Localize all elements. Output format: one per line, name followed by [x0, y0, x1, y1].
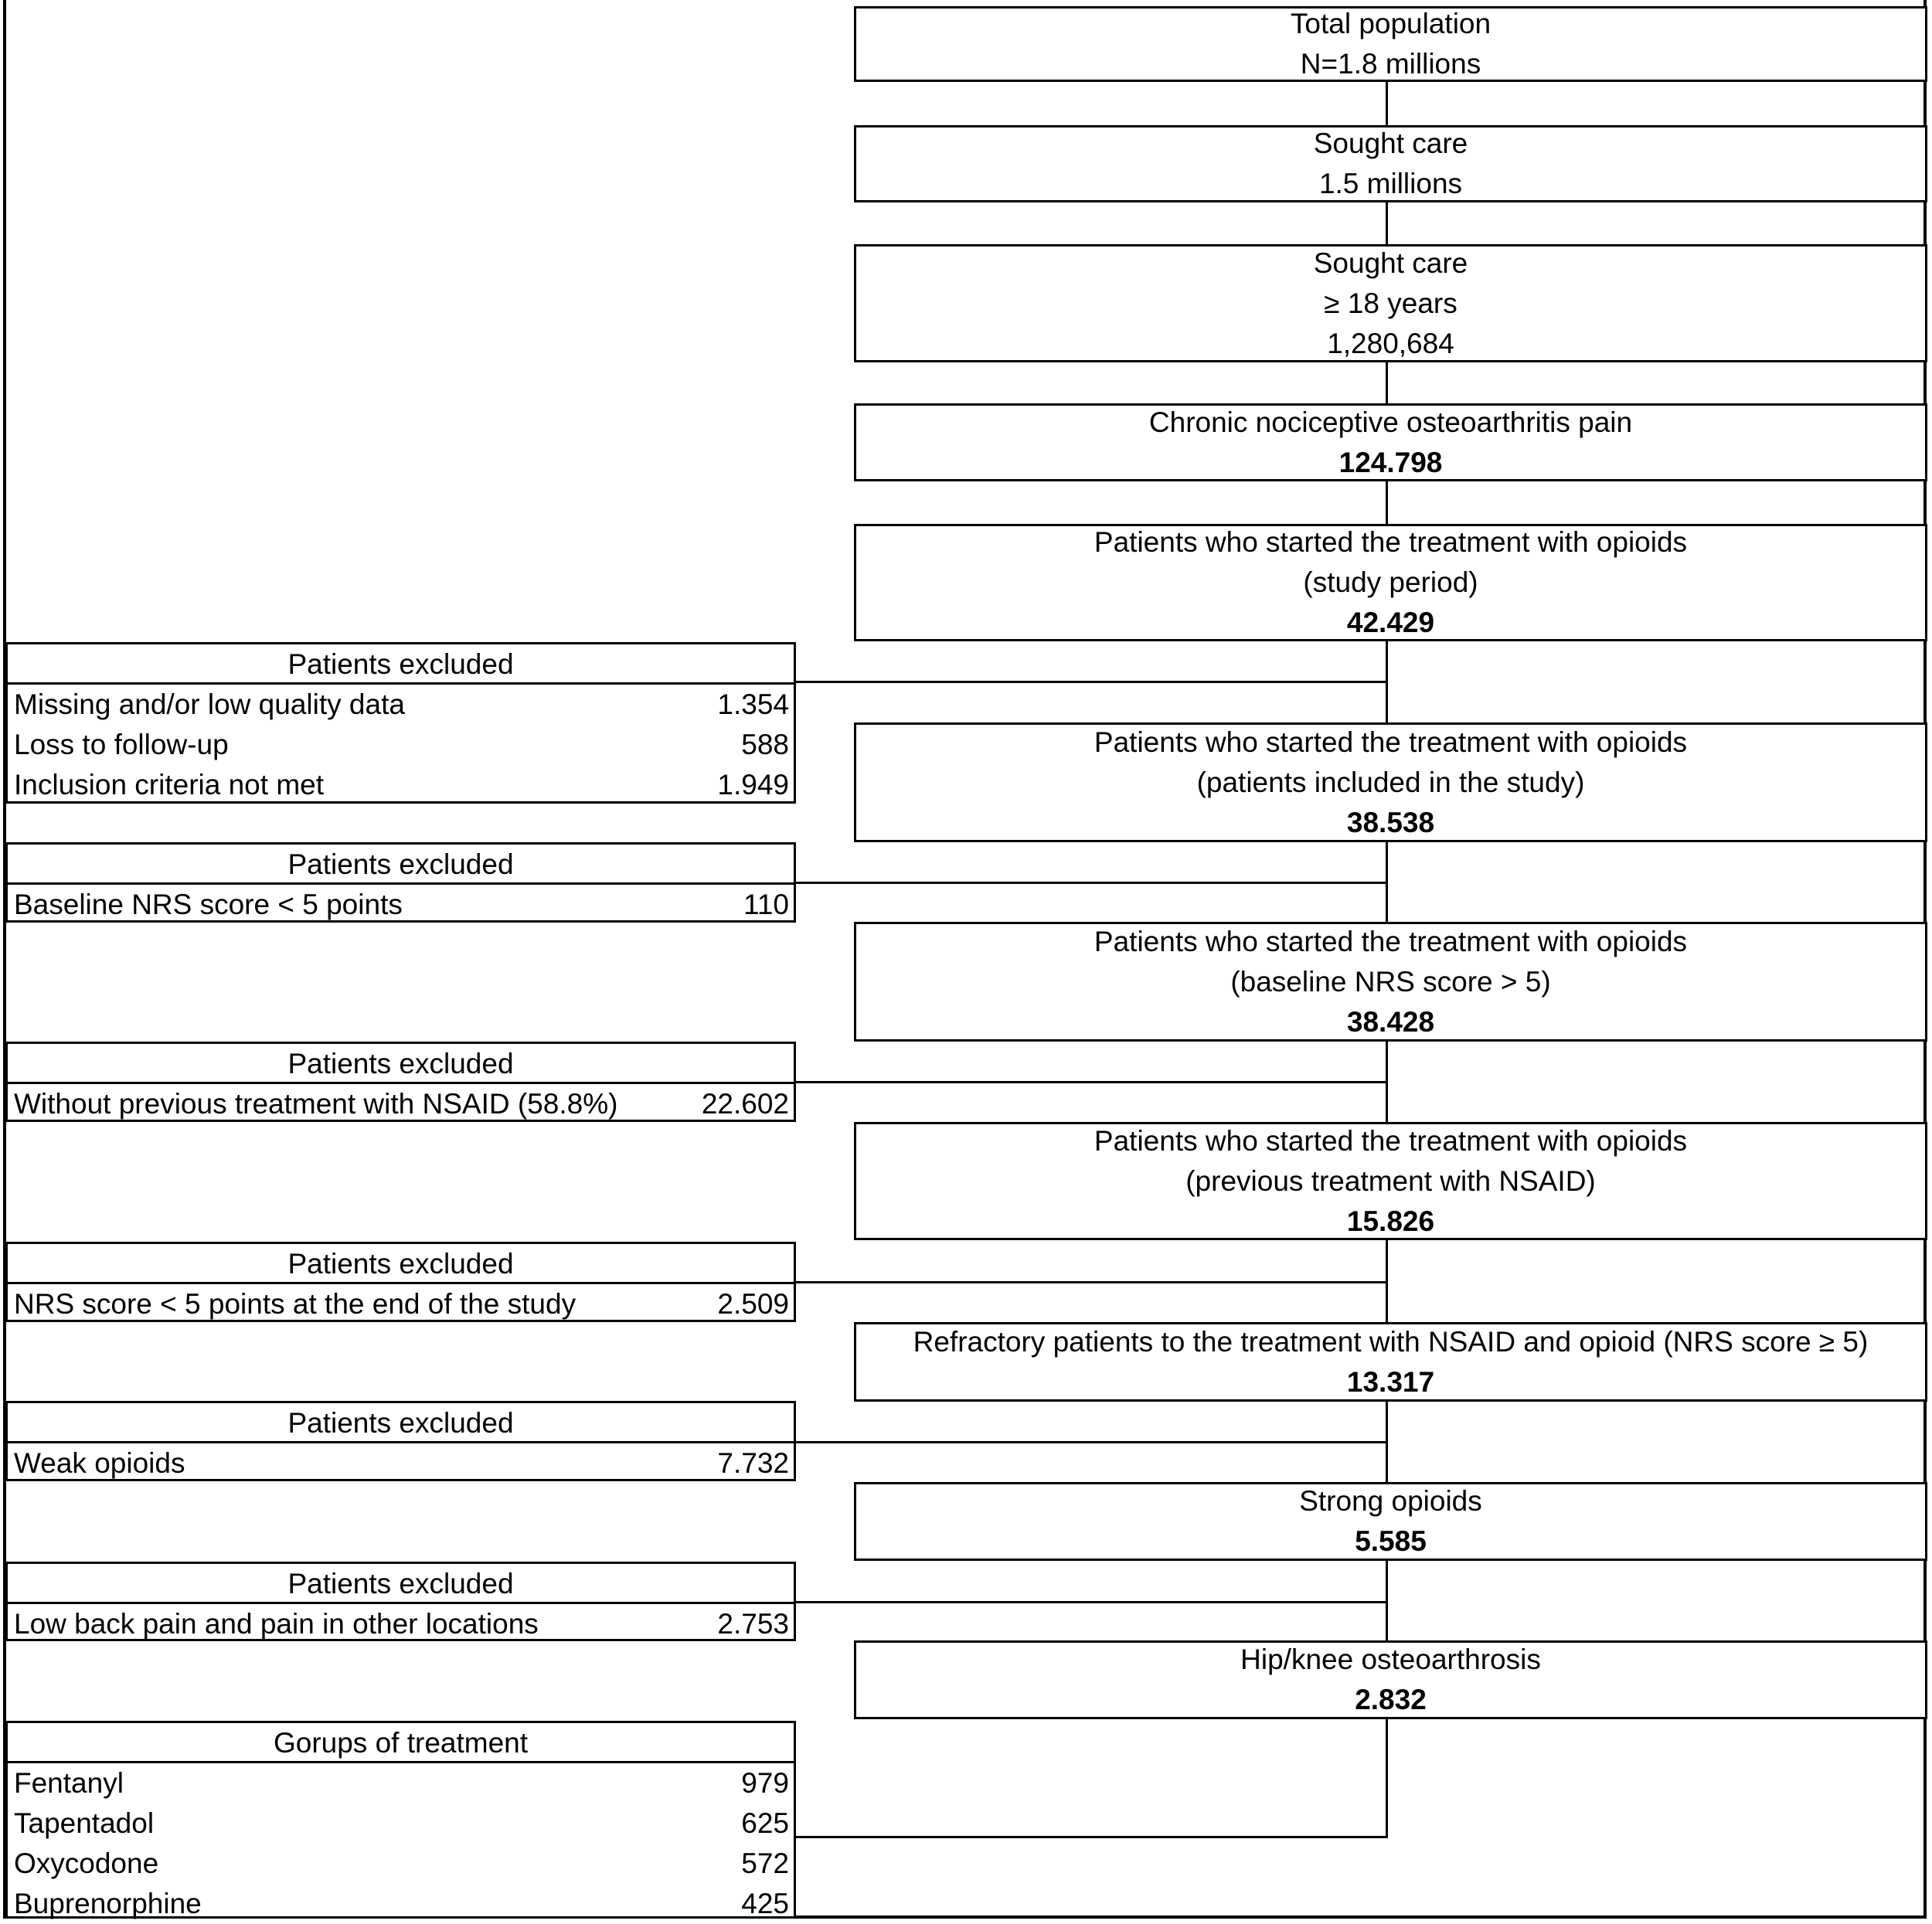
exclusion-box-row	[8, 765, 794, 805]
flow-box	[854, 524, 1927, 641]
flow-box	[854, 722, 1927, 842]
row-label: NRS score < 5 points at the end of the study	[14, 1288, 577, 1320]
exclusion-box	[5, 1042, 796, 1122]
exclusion-box	[5, 642, 796, 804]
row-label: Low back pain and pain in other locations	[14, 1608, 539, 1640]
row-label: Oxycodone	[14, 1848, 159, 1879]
row-label: Inclusion criteria not met	[14, 769, 325, 801]
flow-box-label: Chronic nociceptive osteoarthritis pain	[1148, 406, 1633, 438]
exclusion-box-title: Patients excluded	[8, 845, 794, 885]
flow-box	[854, 1322, 1927, 1402]
connector-vertical	[1386, 202, 1388, 244]
exclusion-box	[5, 842, 796, 923]
flow-box	[854, 125, 1927, 202]
flow-box-count: 42.429	[1346, 607, 1435, 638]
flow-box-label: (patients included in the study)	[1196, 766, 1585, 798]
flow-box-label: ≥ 18 years	[1324, 287, 1458, 319]
flow-box-label: Patients who started the treatment with opioids	[1094, 925, 1688, 957]
flow-box	[854, 1482, 1927, 1561]
row-label: Missing and/or low quality data	[14, 688, 405, 720]
flow-box	[854, 6, 1927, 82]
connector-vertical	[1386, 481, 1388, 524]
exclusion-box-row	[8, 685, 794, 725]
row-label: Loss to follow-up	[14, 729, 229, 760]
flow-box-label: Refractory patients to the treatment with NSAID and opioid (NRS score ≥ 5)	[913, 1325, 1869, 1358]
flow-box-count: 38.538	[1346, 806, 1435, 838]
row-label: Baseline NRS score < 5 points	[14, 889, 403, 920]
flow-box-label: (study period)	[1303, 566, 1478, 598]
flow-box-count: 38.428	[1346, 1005, 1435, 1038]
connector-vertical	[1386, 1719, 1388, 1838]
treatment-groups-box	[5, 1721, 796, 1919]
connector-horizontal	[796, 1281, 1388, 1283]
flow-box-label: Patients who started the treatment with opioids	[1094, 726, 1688, 758]
exclusion-box-row	[8, 725, 794, 765]
flow-box-count: 124.798	[1338, 446, 1443, 478]
flow-box-count: 5.585	[1355, 1525, 1427, 1557]
flow-box	[854, 244, 1927, 362]
flow-box-label: Total population	[1290, 8, 1492, 39]
row-value: 625	[741, 1807, 789, 1839]
row-label: Without previous treatment with NSAID (58.8%)	[14, 1088, 618, 1120]
row-value: 1.949	[717, 769, 789, 801]
connector-horizontal	[796, 1081, 1388, 1083]
connector-horizontal	[796, 1441, 1388, 1443]
treatment-groups-box-row	[8, 1844, 794, 1884]
exclusion-box	[5, 1401, 796, 1481]
connector-horizontal	[796, 882, 1388, 884]
flow-box-label: (baseline NRS score > 5)	[1230, 965, 1551, 998]
flow-box-count: 15.826	[1346, 1205, 1435, 1237]
connector-vertical	[1386, 362, 1388, 403]
exclusion-box-row	[8, 885, 794, 925]
connector-horizontal	[796, 1601, 1388, 1603]
row-value: 2.753	[717, 1608, 789, 1640]
exclusion-box-title: Patients excluded	[8, 644, 794, 685]
row-label: Weak opioids	[14, 1447, 185, 1479]
flow-box	[854, 403, 1927, 481]
row-value: 2.509	[717, 1288, 789, 1320]
row-value: 979	[741, 1767, 789, 1799]
row-label: Buprenorphine	[14, 1888, 202, 1919]
exclusion-box-title: Patients excluded	[8, 1044, 794, 1084]
flow-box	[854, 1640, 1927, 1719]
treatment-groups-box-row	[8, 1763, 794, 1803]
flow-box-label: Patients who started the treatment with opioids	[1094, 526, 1688, 558]
row-value: 22.602	[701, 1088, 789, 1120]
flow-box-label: N=1.8 millions	[1300, 48, 1481, 80]
exclusion-box-row	[8, 1084, 794, 1124]
flow-box-label: Sought care	[1313, 246, 1468, 279]
exclusion-box-title: Patients excluded	[8, 1244, 794, 1284]
flow-box-label: Strong opioids	[1299, 1485, 1482, 1517]
treatment-groups-box-row	[8, 1884, 794, 1924]
row-value: 110	[743, 889, 789, 920]
connector-horizontal	[796, 681, 1388, 683]
exclusion-box-title: Patients excluded	[8, 1564, 794, 1604]
treatment-groups-box-row	[8, 1803, 794, 1844]
row-value: 572	[741, 1848, 789, 1879]
exclusion-box-title: Patients excluded	[8, 1403, 794, 1443]
exclusion-box	[5, 1242, 796, 1322]
flow-box-label: Sought care	[1313, 127, 1468, 159]
row-value: 425	[741, 1888, 789, 1919]
flow-box-label: Hip/knee osteoarthrosis	[1240, 1644, 1541, 1675]
exclusion-box	[5, 1562, 796, 1641]
flow-box-count: 2.832	[1355, 1684, 1427, 1715]
flow-box	[854, 1122, 1927, 1240]
row-value: 1.354	[717, 688, 789, 720]
flow-box-label: (previous treatment with NSAID)	[1185, 1164, 1596, 1197]
exclusion-box-row	[8, 1284, 794, 1324]
connector-vertical	[1386, 82, 1388, 125]
flow-box-label: 1.5 millions	[1318, 168, 1463, 199]
connector-horizontal	[796, 1836, 1388, 1838]
row-value: 7.732	[717, 1447, 789, 1479]
row-value: 588	[741, 729, 789, 760]
exclusion-box-row	[8, 1604, 794, 1644]
treatment-groups-box-title: Gorups of treatment	[8, 1723, 794, 1763]
flow-box-count: 13.317	[1346, 1365, 1435, 1398]
flow-box	[854, 922, 1927, 1042]
flow-box-label: 1,280,684	[1327, 327, 1454, 359]
flow-box-label: Patients who started the treatment with opioids	[1094, 1124, 1688, 1157]
row-label: Fentanyl	[14, 1767, 124, 1799]
exclusion-box-row	[8, 1443, 794, 1484]
row-label: Tapentadol	[14, 1807, 155, 1839]
